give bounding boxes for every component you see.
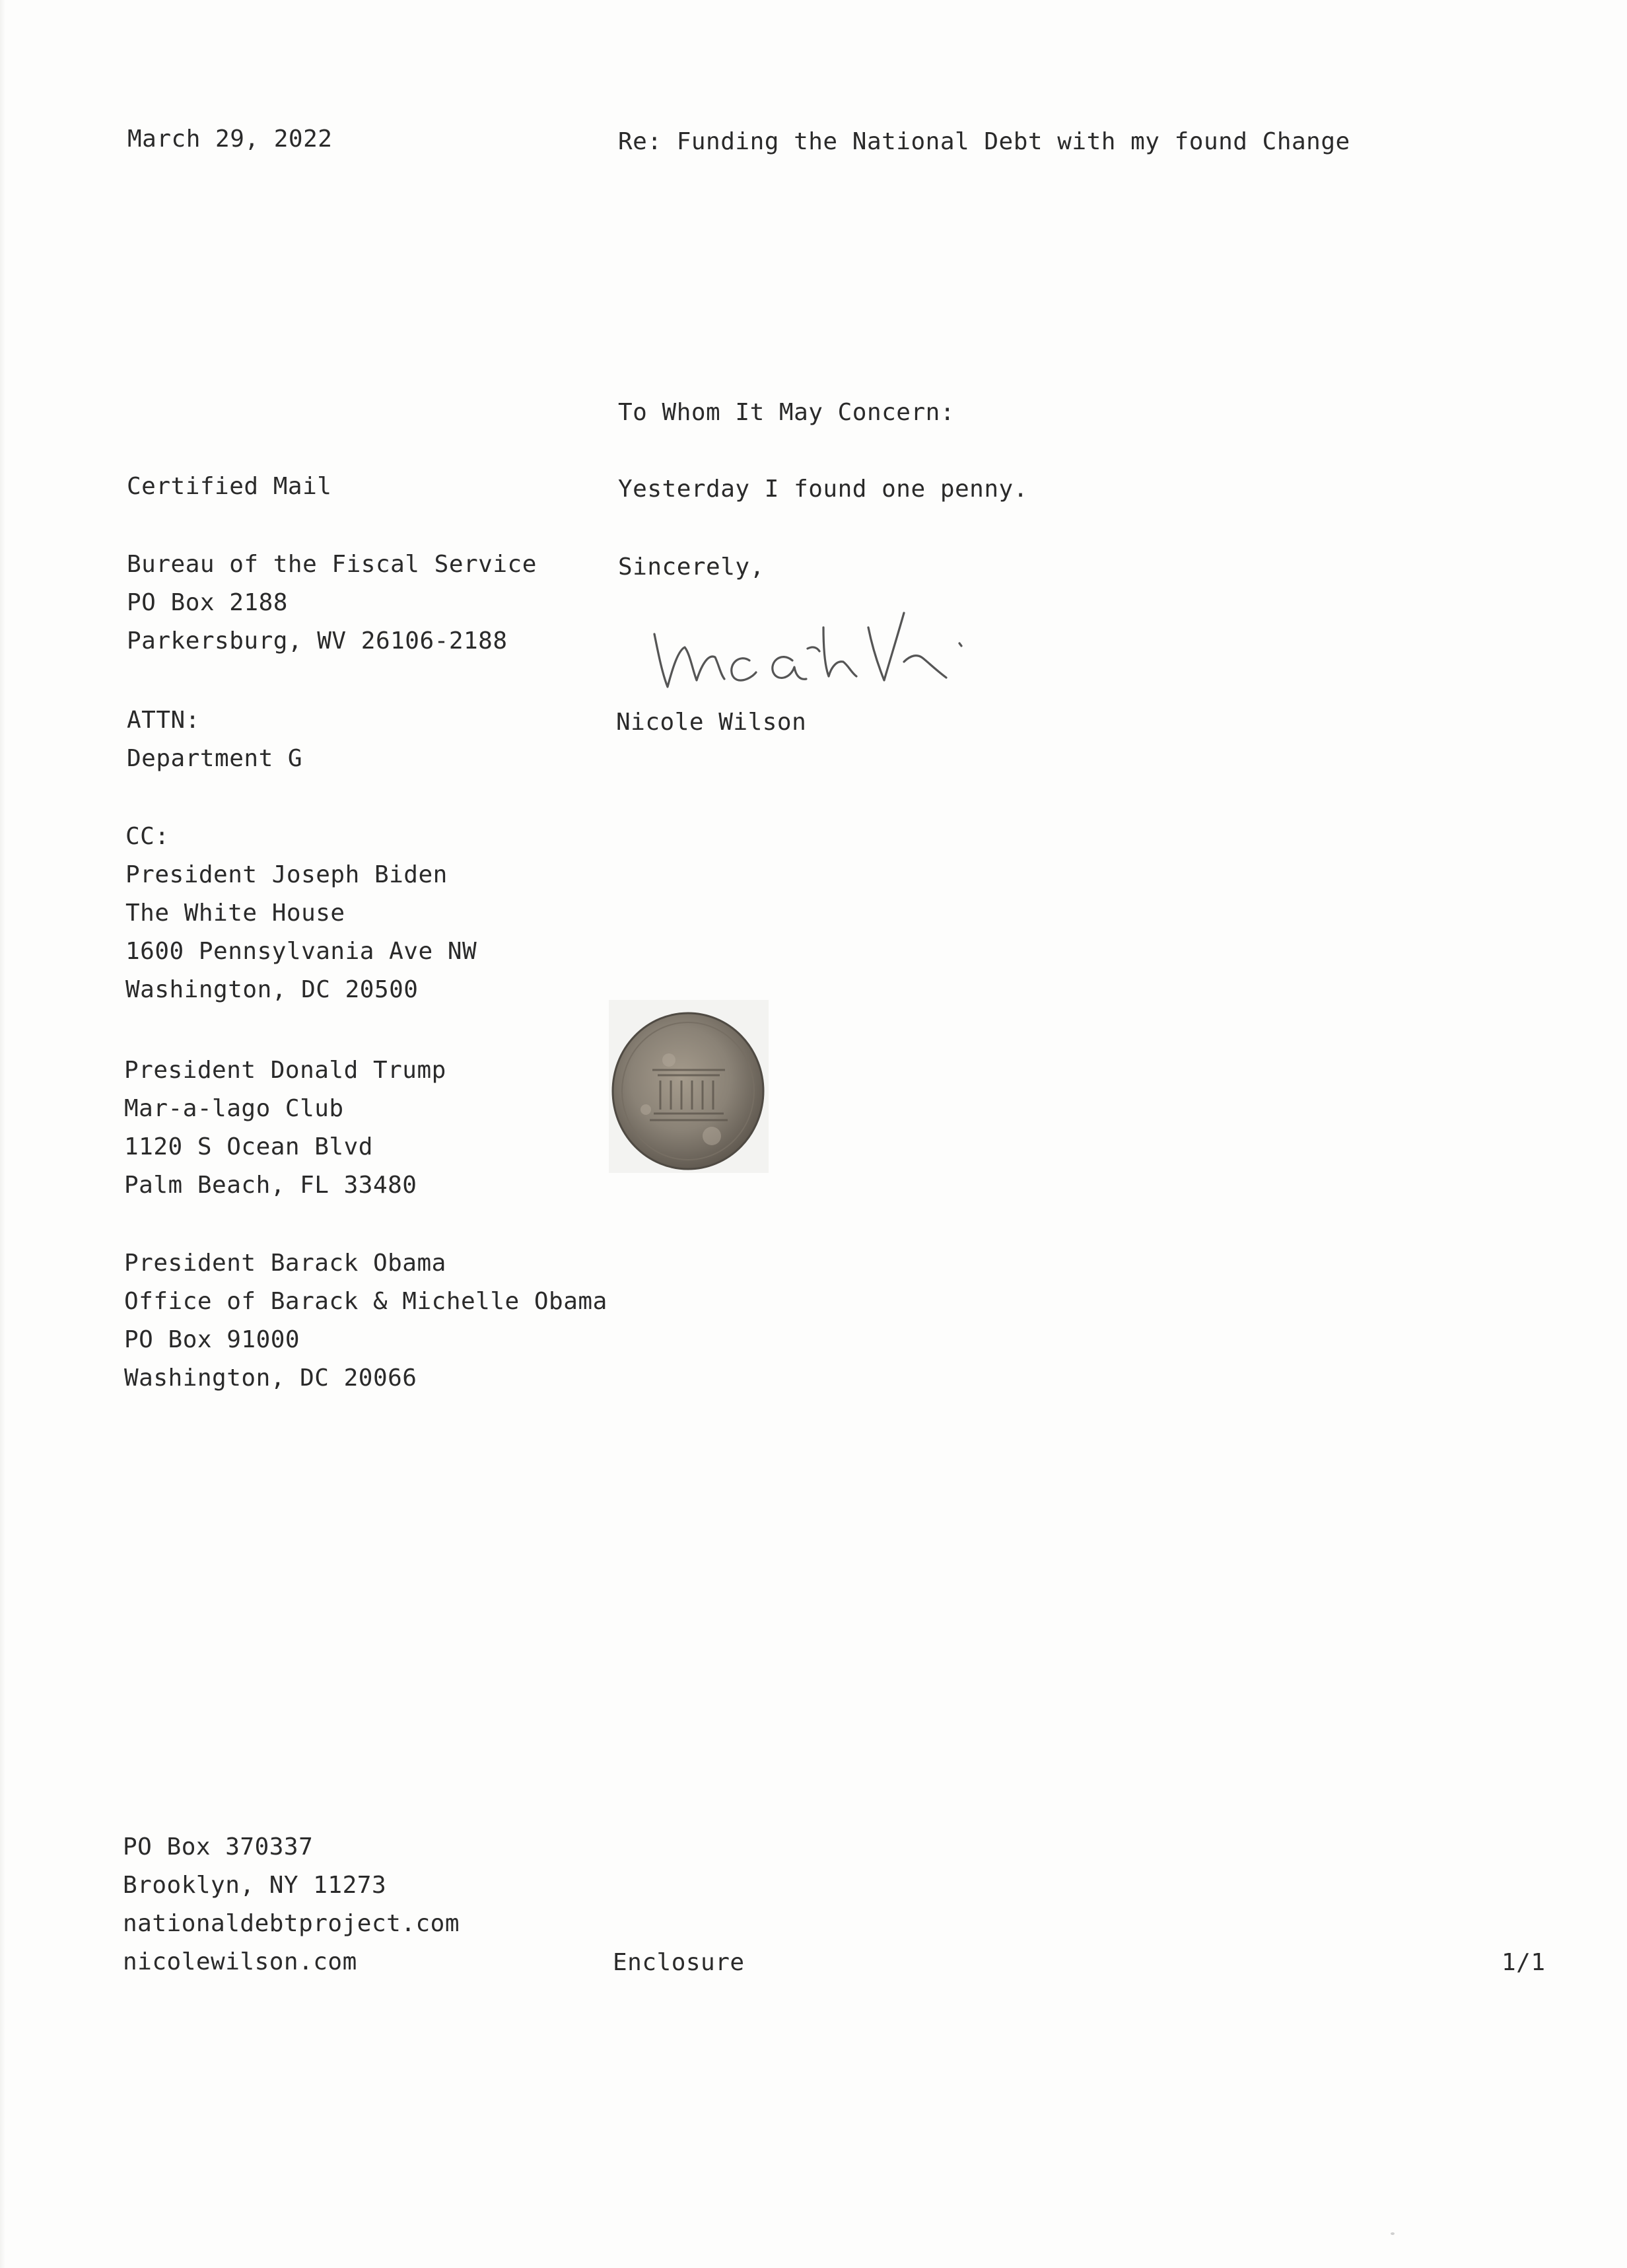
signature-graphic bbox=[650, 588, 994, 700]
letter-body: Yesterday I found one penny. bbox=[618, 476, 1028, 503]
cc-recipient-obama bbox=[124, 1244, 607, 1398]
letter-subject: Re: Funding the National Debt with my found Change bbox=[618, 128, 1350, 155]
letter-date: March 29, 2022 bbox=[127, 125, 333, 153]
cc-label: CC: bbox=[125, 823, 170, 850]
cc-line: President Donald Trump bbox=[124, 1057, 446, 1084]
cc-line: President Barack Obama bbox=[124, 1250, 446, 1277]
cc-line: PO Box 91000 bbox=[124, 1326, 300, 1353]
scan-edge bbox=[0, 0, 5, 2268]
salutation: To Whom It May Concern: bbox=[618, 399, 955, 426]
cc-recipient-trump bbox=[124, 1051, 446, 1205]
return-address-line: PO Box 370337 bbox=[123, 1833, 314, 1860]
cc-block bbox=[125, 818, 477, 1009]
return-address-link: nationaldebtproject.com bbox=[123, 1910, 460, 1937]
enclosure-note: Enclosure bbox=[613, 1949, 745, 1976]
closing: Sincerely, bbox=[618, 553, 765, 581]
cc-line: Mar-a-lago Club bbox=[124, 1095, 344, 1122]
signer-name: Nicole Wilson bbox=[616, 709, 807, 736]
cc-line: Washington, DC 20500 bbox=[125, 976, 419, 1003]
cc-line: Office of Barack & Michelle Obama bbox=[124, 1288, 607, 1315]
recipient-line: Bureau of the Fiscal Service bbox=[127, 551, 537, 578]
cc-line: President Joseph Biden bbox=[125, 861, 448, 888]
attn-label: ATTN: bbox=[127, 707, 200, 734]
attn-block bbox=[127, 701, 302, 778]
page-number: 1/1 bbox=[1502, 1949, 1546, 1976]
cc-line: 1120 S Ocean Blvd bbox=[124, 1133, 373, 1160]
return-address-line: Brooklyn, NY 11273 bbox=[123, 1872, 387, 1899]
penny-image bbox=[606, 997, 771, 1176]
scan-speck bbox=[1391, 2232, 1395, 2235]
recipient-line: PO Box 2188 bbox=[127, 589, 288, 616]
recipient-address bbox=[127, 546, 537, 660]
cc-line: Washington, DC 20066 bbox=[124, 1364, 417, 1392]
cc-line: The White House bbox=[125, 900, 345, 927]
recipient-line: Parkersburg, WV 26106-2188 bbox=[127, 627, 508, 655]
attn-value: Department G bbox=[127, 745, 303, 772]
cc-line: Palm Beach, FL 33480 bbox=[124, 1172, 417, 1199]
mail-type: Certified Mail bbox=[127, 473, 332, 500]
return-address bbox=[123, 1828, 460, 1981]
return-address-link: nicolewilson.com bbox=[123, 1948, 357, 1975]
cc-line: 1600 Pennsylvania Ave NW bbox=[125, 938, 477, 965]
